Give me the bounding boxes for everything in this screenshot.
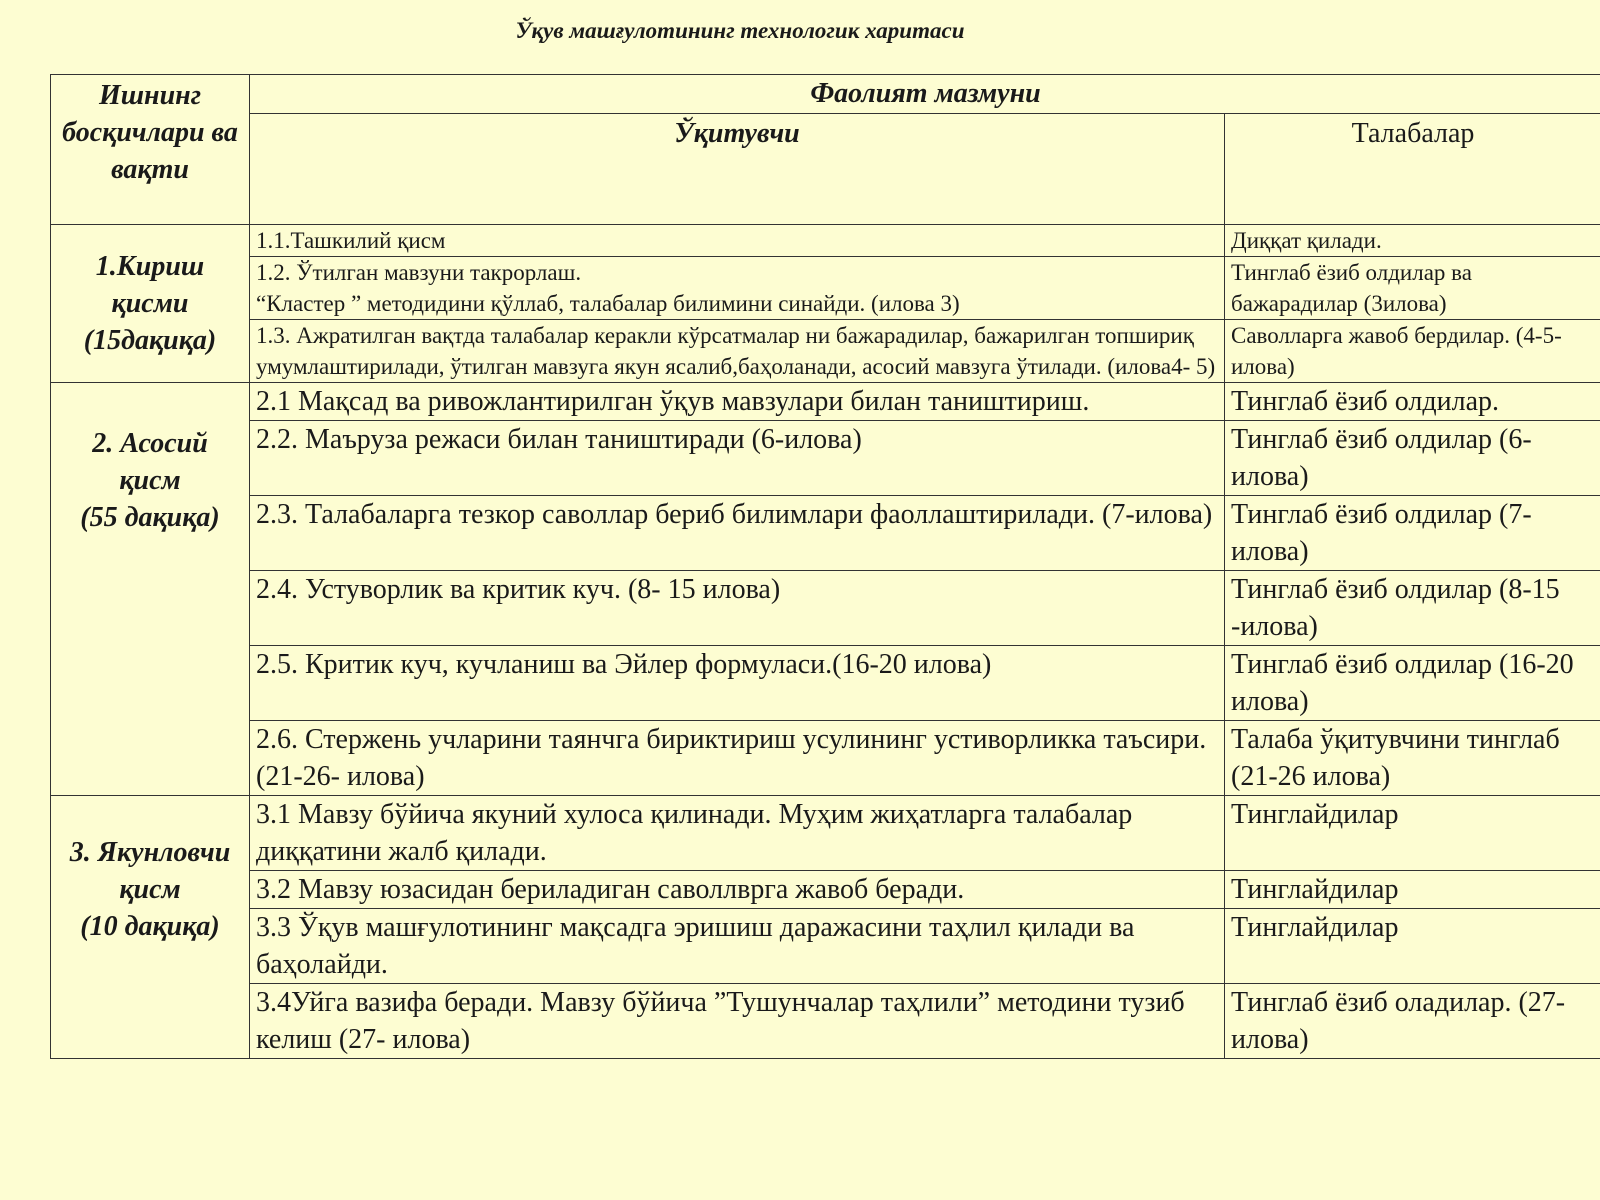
stage-header: Ишнинг босқичлари ва вақти: [51, 75, 250, 225]
stage-cell: 2. Асосий қисм (55 дақиқа): [51, 383, 250, 796]
students-cell: Тинглаб ёзиб олдилар (8-15 -илова): [1225, 571, 1600, 646]
technology-map-table: [50, 74, 1600, 1059]
teacher-cell: 2.3. Талабаларга тезкор саволлар бериб билимлари фаоллаштирилади. (7-илова): [250, 496, 1225, 571]
table-row: [51, 571, 1600, 646]
students-cell: Тинглаб ёзиб олдилар (6-илова): [1225, 421, 1600, 496]
header-row: [51, 75, 1600, 114]
table-row: [51, 646, 1600, 721]
students-cell: Диққат қилади.: [1225, 225, 1600, 257]
teacher-header: Ўқитувчи: [250, 114, 1225, 225]
students-cell: Тинглайдилар: [1225, 909, 1600, 984]
teacher-cell: 3.4Уйга вазифа беради. Мавзу бўйича ”Тушунчалар таҳлили” методини тузиб келиш (27- илова): [250, 984, 1225, 1059]
teacher-cell: 2.6. Стержень учларини таянчга бириктириш усулининг устиворликка таъсири. (21-26- илова): [250, 721, 1225, 796]
table-row: [51, 320, 1600, 383]
students-cell: Тинглаб ёзиб олдилар ва бажарадилар (3илова): [1225, 257, 1600, 320]
teacher-cell: 2.1 Мақсад ва ривожлантирилган ўқув мавзулари билан таништириш.: [250, 383, 1225, 421]
subheader-row: [51, 114, 1600, 225]
stage-cell: 3. Якунловчи қисм (10 дақиқа): [51, 796, 250, 1059]
teacher-cell: 1.3. Ажратилган вақтда талабалар керакли кўрсатмалар ни бажарадилар, бажарилган топшириқ умумлаштирилади, ўтилган мавзуга якун ясалиб,баҳоланади, асосий мавзуга ўтилади. (илова4- 5): [250, 320, 1225, 383]
table-row: [51, 383, 1600, 421]
students-cell: Тинглаб ёзиб оладилар. (27- илова): [1225, 984, 1600, 1059]
students-cell: Тинглаб ёзиб олдилар (16-20 илова): [1225, 646, 1600, 721]
teacher-cell: 3.1 Мавзу бўйича якуний хулоса қилинади. Муҳим жиҳатларга талабалар диққатини жалб қилади.: [250, 796, 1225, 871]
students-header: Талабалар: [1225, 114, 1600, 225]
table-row: [51, 721, 1600, 796]
table-row: [51, 871, 1600, 909]
teacher-cell: 3.3 Ўқув машғулотининг мақсадга эришиш даражасини таҳлил қилади ва баҳолайди.: [250, 909, 1225, 984]
table-row: [51, 421, 1600, 496]
stage-cell: 1.Кириш қисми (15дақиқа): [51, 225, 250, 383]
teacher-cell: 1.1.Ташкилий қисм: [250, 225, 1225, 257]
table-row: [51, 984, 1600, 1059]
teacher-cell: 2.2. Маъруза режаси билан таништиради (6-илова): [250, 421, 1225, 496]
table-row: [51, 257, 1600, 320]
students-cell: Тинглайдилар: [1225, 796, 1600, 871]
table-row: [51, 909, 1600, 984]
activity-header: Фаолият мазмуни: [250, 75, 1600, 114]
students-cell: Тинглаб ёзиб олдилар.: [1225, 383, 1600, 421]
page-title: Ўқув машғулотининг технологик харитаси: [515, 18, 965, 43]
teacher-cell: 2.4. Устуворлик ва критик куч. (8- 15 илова): [250, 571, 1225, 646]
teacher-cell: 1.2. Ўтилган мавзуни такрорлаш. “Кластер ” методидини қўллаб, талабалар билимини синайди. (илова 3): [250, 257, 1225, 320]
students-cell: Тинглайдилар: [1225, 871, 1600, 909]
teacher-cell: 2.5. Критик куч, кучланиш ва Эйлер формуласи.(16-20 илова): [250, 646, 1225, 721]
table-row: [51, 796, 1600, 871]
table-row: [51, 225, 1600, 257]
students-cell: Тинглаб ёзиб олдилар (7-илова): [1225, 496, 1600, 571]
table-row: [51, 496, 1600, 571]
students-cell: Талаба ўқитувчини тинглаб (21-26 илова): [1225, 721, 1600, 796]
students-cell: Саволларга жавоб бердилар. (4-5-илова): [1225, 320, 1600, 383]
teacher-cell: 3.2 Мавзу юзасидан бериладиган саволлврга жавоб беради.: [250, 871, 1225, 909]
